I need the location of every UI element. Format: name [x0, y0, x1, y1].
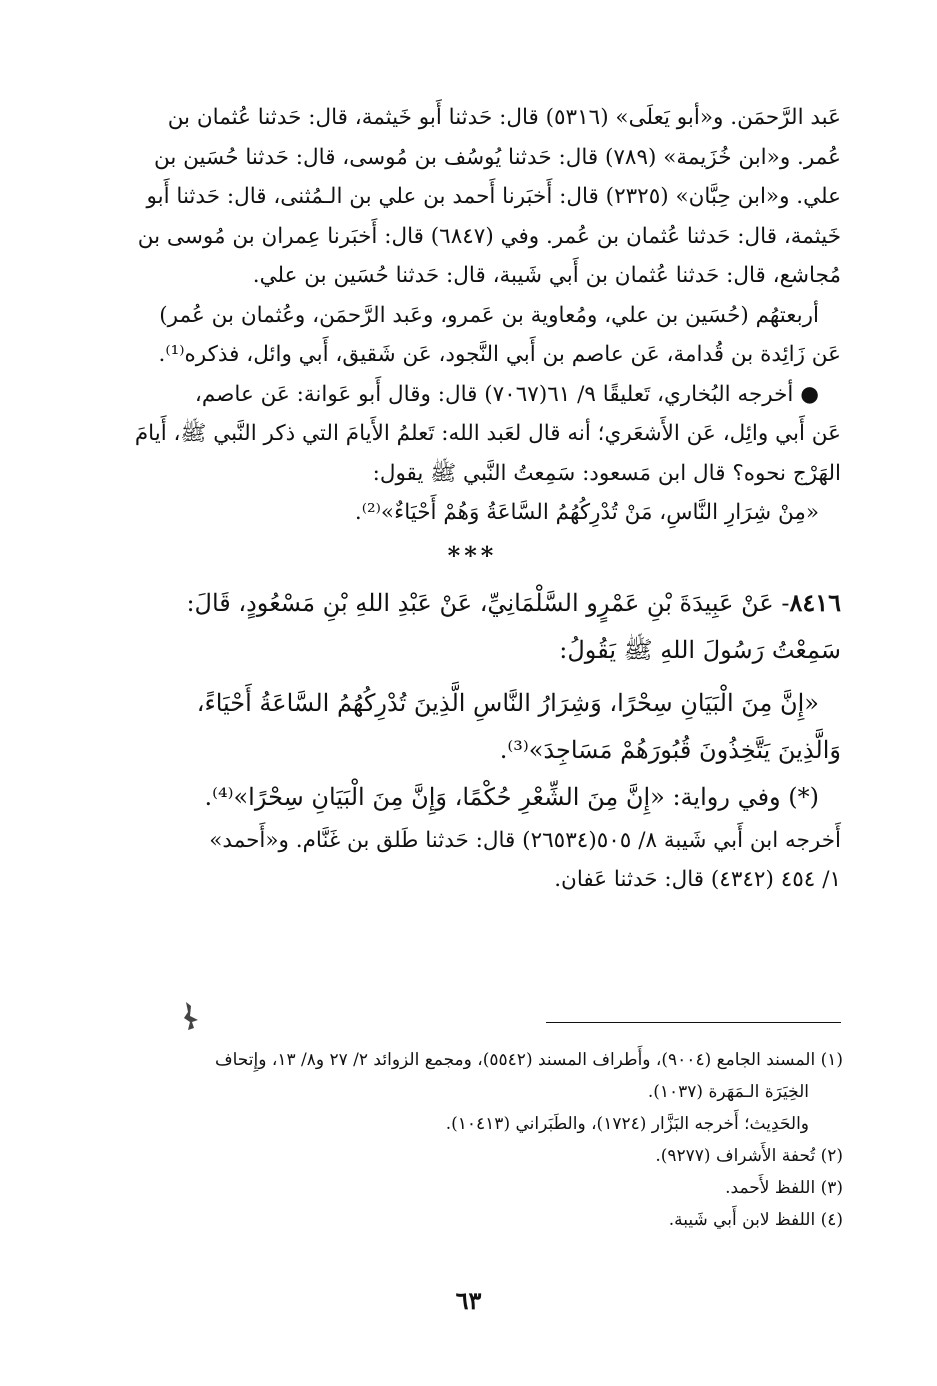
- text-line: عَن أَبي وائِل، عَن الأَشعَري؛ أنه قال لعَبد الله: تَعلمُ الأَيامَ التي ذكر النَّبي ﷺ، أَيامَ: [134, 421, 841, 446]
- text-line: ● أخرجه البُخاري، تَعليقًا ٩/ ٦١(٧٠٦٧) قال: وقال أَبو عَوانة: عَن عاصم،: [194, 381, 819, 407]
- footnote-line: (٢) تُحفة الأَشراف (٩٢٧٧).: [655, 1146, 843, 1166]
- hadith-line: سَمِعْتُ رَسُولَ اللهِ ﷺ يَقُولُ:: [559, 635, 841, 664]
- main-text: [104, 98, 841, 900]
- hadith-variant-line: (*) وفي رواية: «إِنَّ مِنَ الشِّعْرِ حُكْمًا، وَإِنَّ مِنَ الْبَيَانِ سِحْرًا»⁽⁴⁾.: [204, 782, 819, 811]
- text-line: مُجاشع، قال: حَدثنا عُثمان بن أَبي شَيبة، قال: حَدثنا حُسَين بن علي.: [252, 263, 841, 288]
- page-number: ٦٣: [455, 1286, 482, 1315]
- takhrij-line: ١/ ٤٥٤ (٤٣٤٢) قال: حَدثنا عَفان.: [554, 867, 841, 892]
- hadith-number: ٨٤١٦: [789, 587, 841, 617]
- footnote-rule: [546, 1022, 841, 1023]
- hadith-matn-line: «إِنَّ مِنَ الْبَيَانِ سِحْرًا، وَشِرَارُ النَّاسِ الَّذِينَ تُدْرِكُهُمُ السَّاعَةُ أَحْيَاءً،: [196, 688, 819, 717]
- text-line: أربعتهُم (حُسَين بن علي، ومُعاوية بن عَمرو، وعَبد الرَّحمَن، وعُثمان بن عُمر): [159, 302, 819, 328]
- hadith-heading-line: [104, 579, 841, 627]
- quote-line: «مِنْ شِرَارِ النَّاسِ، مَنْ تُدْرِكُهُمُ السَّاعَةُ وَهُمْ أَحْيَاءٌ»⁽²⁾.: [354, 500, 819, 525]
- footnote-line: (٤) اللفظ لابن أَبي شَيبة.: [668, 1210, 843, 1230]
- text-line: الهَرْج نحوه؟ قال ابن مَسعود: سَمِعتُ النَّبي ﷺ يقول:: [372, 460, 841, 486]
- text-line: عَن زَائِدة بن قُدامة، عَن عاصم بن أَبي النَّجود، عَن شَقيق، أَبي وائل، فذكره⁽¹⁾.: [158, 342, 841, 367]
- text-line: عُمر. و«ابن خُزَيمة» (٧٨٩) قال: حَدثنا يُوسُف بن مُوسى، قال: حَدثنا حُسَين بن: [154, 144, 841, 170]
- section-separator: ***: [447, 540, 498, 570]
- footnote-line: الخِيَرَة الـمَهَرة (١٠٣٧).: [647, 1082, 809, 1102]
- footnotes: [104, 1044, 843, 1236]
- text-line: علي. و«ابن حِبَّان» (٢٣٢٥) قال: أَخبَرنا أَحمد بن علي بن الـمُثنى، قال: حَدثنا أَبو: [146, 184, 841, 209]
- hadith-chain: - عَنْ عَبِيدَةَ بْنِ عَمْرٍو السَّلْمَانِيِّ، عَنْ عَبْدِ اللهِ بْنِ مَسْعُودٍ، قَالَ:: [186, 588, 790, 617]
- ink-mark-icon: [178, 1000, 202, 1038]
- footnote-line: والحَدِيث؛ أَخرجه البَزَّار (١٧٢٤)، والطَبَراني (١٠٤١٣).: [445, 1114, 809, 1134]
- hadith-matn-line: وَالَّذِينَ يَتَّخِذُونَ قُبُورَهُمْ مَسَاجِدَ»⁽³⁾.: [499, 735, 841, 764]
- footnote-line: (٣) اللفظ لأَحمد.: [725, 1178, 843, 1198]
- text-line: عَبد الرَّحمَن. و«أبو يَعلَى» (٥٣١٦) قال: حَدثنا أَبو خَيثمة، قال: حَدثنا عُثمان بن: [167, 105, 841, 130]
- text-line: خَيثمة، قال: حَدثنا عُثمان بن عُمر. وفي (٦٨٤٧) قال: أَخبَرنا عِمران بن مُوسى بن: [137, 223, 841, 249]
- footnote-line: (١) المسند الجامع (٩٠٠٤)، وأَطراف المسند (٥٥٤٢)، ومجمع الزوائد ٢/ ٢٧ و٨/ ١٣، وإِتحاف: [214, 1050, 843, 1070]
- takhrij-line: أَخرجه ابن أَبي شَيبة ٨/ ٥٠٥(٢٦٥٣٤) قال: حَدثنا طَلق بن غَنَّام. و«أَحمد»: [209, 827, 841, 853]
